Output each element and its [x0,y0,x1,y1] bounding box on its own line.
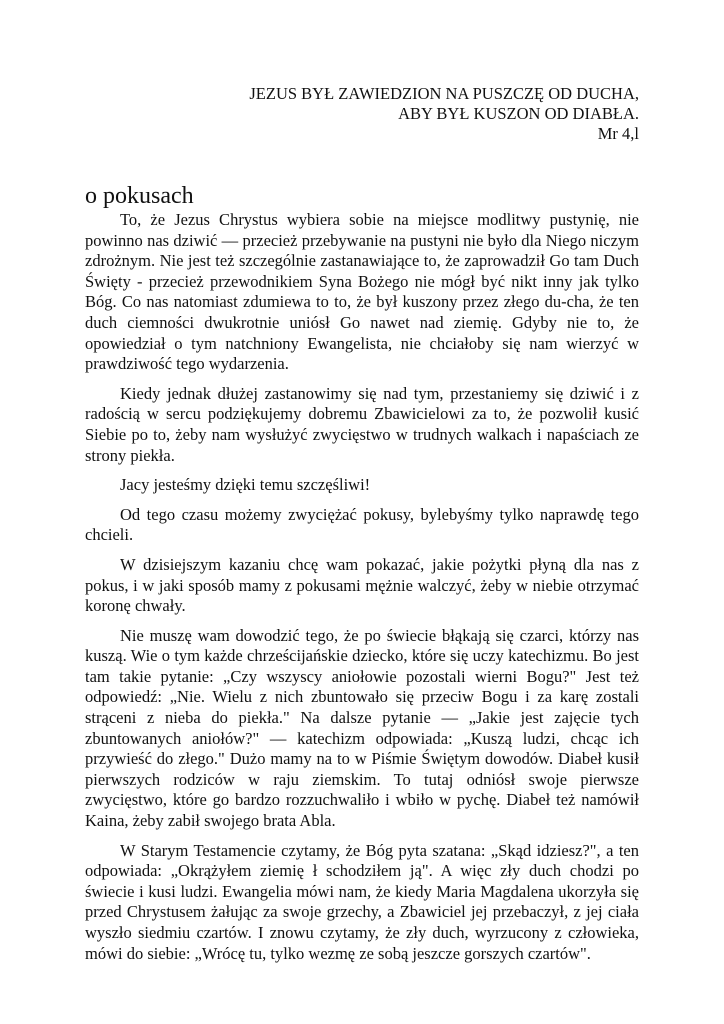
body-text [85,210,639,964]
document-page [85,84,639,973]
paragraph-1: To, że Jezus Chrystus wybiera sobie na miejsce modlitwy pustynię, nie powinno nas dziwić — przecież przebywanie na pustyni nie było dla Niego niczym zdrożnym. Nie jest też szczególnie zastanawiające to, że zaprowadził Go tam Duch Święty - przecież przewodnikiem Syna Bożego nie mógł być nikt inny jak tylko Bóg. Co nas natomiast zdumiewa to to, że był kuszony przez złego du-cha, że ten duch ciemności dwukrotnie uniósł Go nawet nad ziemię. Gdyby nie to, że opowiedział o tym natchniony Ewangelista, nie chciałoby się nam wierzyć w prawdziwość tego wydarzenia. [85,210,639,374]
epigraph-reference: Mr 4,l [597,124,639,143]
paragraph-3: Jacy jesteśmy dzięki temu szczęśliwi! [120,475,371,495]
paragraph-2: Kiedy jednak dłużej zastanowimy się nad tym, przestaniemy się dziwić i z radością w sercu podziękujemy dobremu Zbawicielowi za to, że pozwolił kusić Siebie po to, żeby nam wysłużyć zwycięstwo w trudnych walkach i napaściach ze strony piekła. [85,383,639,465]
epigraph [85,84,639,144]
epigraph-line-1: JEZUS BYŁ ZAWIEDZION NA PUSZCZĘ OD DUCHA, [249,84,639,103]
section-heading: o pokusach [85,183,194,209]
paragraph-4: Od tego czasu możemy zwyciężać pokusy, bylebyśmy tylko naprawdę tego chcieli. [85,504,639,545]
paragraph-6: Nie muszę wam dowodzić tego, że po świecie błąkają się czarci, którzy nas kuszą. Wie o tym każde chrześcijańskie dziecko, które się uczy katechizmu. Bo jest tam takie pytanie: „Czy wszyscy aniołowie pozostali wierni Bogu?" Jest też odpowiedź: „Nie. Wielu z nich zbuntowało się przeciw Bogu i za karę zostali strąceni z nieba do piekła." Na dalsze pytanie — „Jakie jest zajęcie tych zbuntowanych aniołów?" — katechizm odpowiada: „Kuszą ludzi, chcąc ich przywieść do złego." Dużo mamy na to w Piśmie Świętym dowodów. Diabeł kusił pierwszych rodziców w raju ziemskim. To tutaj odniósł swoje pierwsze zwycięstwo, które go bardzo rozzuchwaliło i wbiło w pychę. Diabeł też namówił Kaina, żeby zabił swojego brata Abla. [85,625,639,831]
epigraph-line-2: ABY BYŁ KUSZON OD DIABŁA. [398,104,639,123]
paragraph-7: W Starym Testamencie czytamy, że Bóg pyta szatana: „Skąd idziesz?", a ten odpowiada: „Okrążyłem ziemię ł schodziłem ją". A więc zły duch chodzi po świecie i kusi ludzi. Ewangelia mówi nam, że kiedy Maria Magdalena ukorzyła się przed Chrystusem żałując za swoje grzechy, a Zbawiciel jej przebaczył, z jej ciała wyszło siedmiu czartów. I znowu czytamy, że zły duch, wyrzucony z człowieka, mówi do siebie: „Wrócę tu, tylko wezmę ze sobą jeszcze gorszych czartów". [85,840,639,963]
paragraph-5: W dzisiejszym kazaniu chcę wam pokazać, jakie pożytki płyną dla nas z pokus, i w jaki sposób mamy z pokusami mężnie walczyć, żeby w niebie otrzymać koronę chwały. [85,554,639,616]
